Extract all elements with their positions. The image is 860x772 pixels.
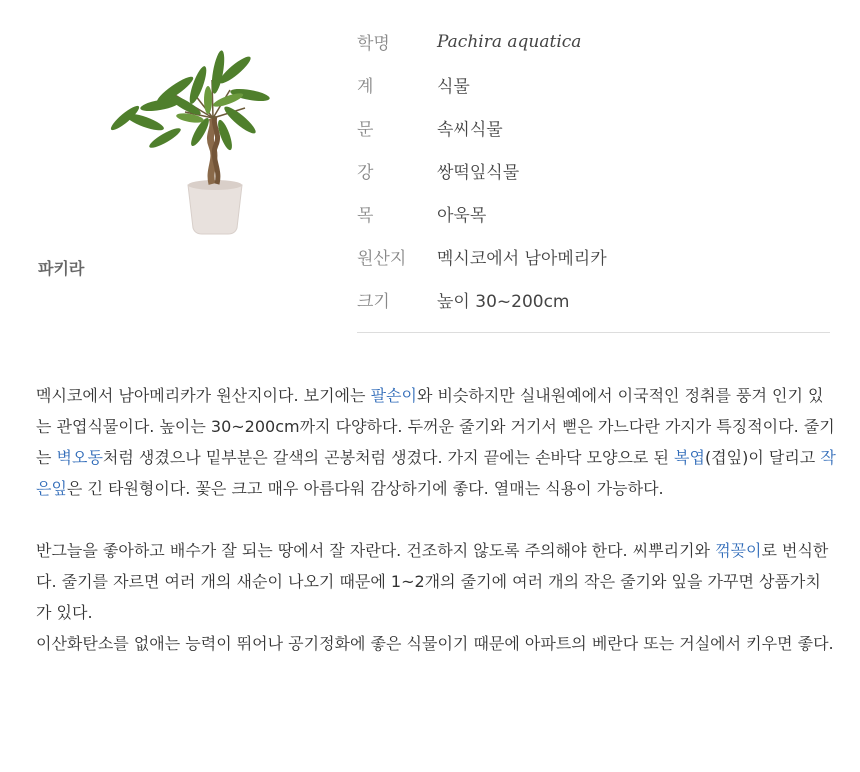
paragraph-cultivation bbox=[36, 535, 836, 628]
info-key: 학명 bbox=[357, 34, 390, 54]
link-palsoni[interactable]: 팔손이 bbox=[370, 386, 417, 405]
info-row-kingdom bbox=[357, 63, 830, 106]
text: 와 비슷하지만 실내원예에서 이국적인 정취를 풍겨 인기 있는 관엽식물이다. 높이는 30~200cm까지 다양하다. 두꺼운 줄기와 거기서 뻗은 가느다란 가지가 특징적이다. 줄기는 bbox=[36, 386, 835, 467]
info-row-phylum bbox=[357, 106, 830, 149]
info-row-size bbox=[357, 278, 830, 321]
info-row-class bbox=[357, 149, 830, 192]
text: 로 번식한다. 줄기를 자르면 여러 개의 새순이 나오기 때문에 1~2개의 줄기에 여러 개의 작은 줄기와 잎을 가꾸면 상품가치가 있다. bbox=[36, 541, 829, 622]
info-value: Pachira aquatica bbox=[437, 31, 582, 52]
potted-plant-icon bbox=[100, 50, 270, 240]
info-row-origin bbox=[357, 235, 830, 278]
link-byeokodong[interactable]: 벽오동 bbox=[56, 448, 103, 467]
plant-info-table bbox=[357, 20, 830, 321]
info-value: 높이 30~200cm bbox=[437, 292, 570, 312]
link-leaflet[interactable]: 작은잎 bbox=[36, 448, 836, 498]
info-key: 계 bbox=[357, 77, 374, 97]
link-compound-leaf[interactable]: 복엽 bbox=[674, 448, 705, 467]
info-value: 속씨식물 bbox=[437, 120, 503, 140]
paragraph-air-purification: 이산화탄소를 없애는 능력이 뛰어나 공기정화에 좋은 식물이기 때문에 아파트의 베란다 또는 거실에서 키우면 좋다. bbox=[36, 634, 834, 653]
text: 멕시코에서 남아메리카가 원산지이다. 보기에는 bbox=[36, 386, 371, 405]
divider bbox=[357, 332, 830, 333]
info-row-scientific-name bbox=[357, 20, 830, 63]
text: 반그늘을 좋아하고 배수가 잘 되는 땅에서 잘 자란다. 건조하지 않도록 주의해야 한다. 씨뿌리기와 bbox=[36, 541, 716, 560]
text: 처럼 생겼으나 밑부분은 갈색의 곤봉처럼 생겼다. 가지 끝에는 손바닥 모양으로 된 bbox=[102, 448, 675, 467]
info-value: 아욱목 bbox=[437, 206, 487, 226]
info-value: 쌍떡잎식물 bbox=[437, 163, 520, 183]
info-value: 멕시코에서 남아메리카 bbox=[437, 249, 607, 269]
article-body bbox=[36, 380, 836, 659]
paragraph-description bbox=[36, 380, 836, 504]
info-key: 크기 bbox=[357, 292, 390, 312]
plant-image bbox=[100, 50, 270, 240]
plant-caption: 파키라 bbox=[38, 259, 85, 278]
link-cutting[interactable]: 꺾꽂이 bbox=[715, 541, 762, 560]
text: (겹잎)이 달리고 bbox=[704, 448, 821, 467]
info-key: 강 bbox=[357, 163, 374, 183]
info-key: 목 bbox=[357, 206, 374, 226]
info-key: 원산지 bbox=[357, 249, 407, 269]
info-value: 식물 bbox=[437, 77, 470, 97]
text: 은 긴 타원형이다. 꽃은 크고 매우 아름다워 감상하기에 좋다. 열매는 식용이 가능하다. bbox=[66, 479, 664, 498]
info-row-order bbox=[357, 192, 830, 235]
info-key: 문 bbox=[357, 120, 374, 140]
